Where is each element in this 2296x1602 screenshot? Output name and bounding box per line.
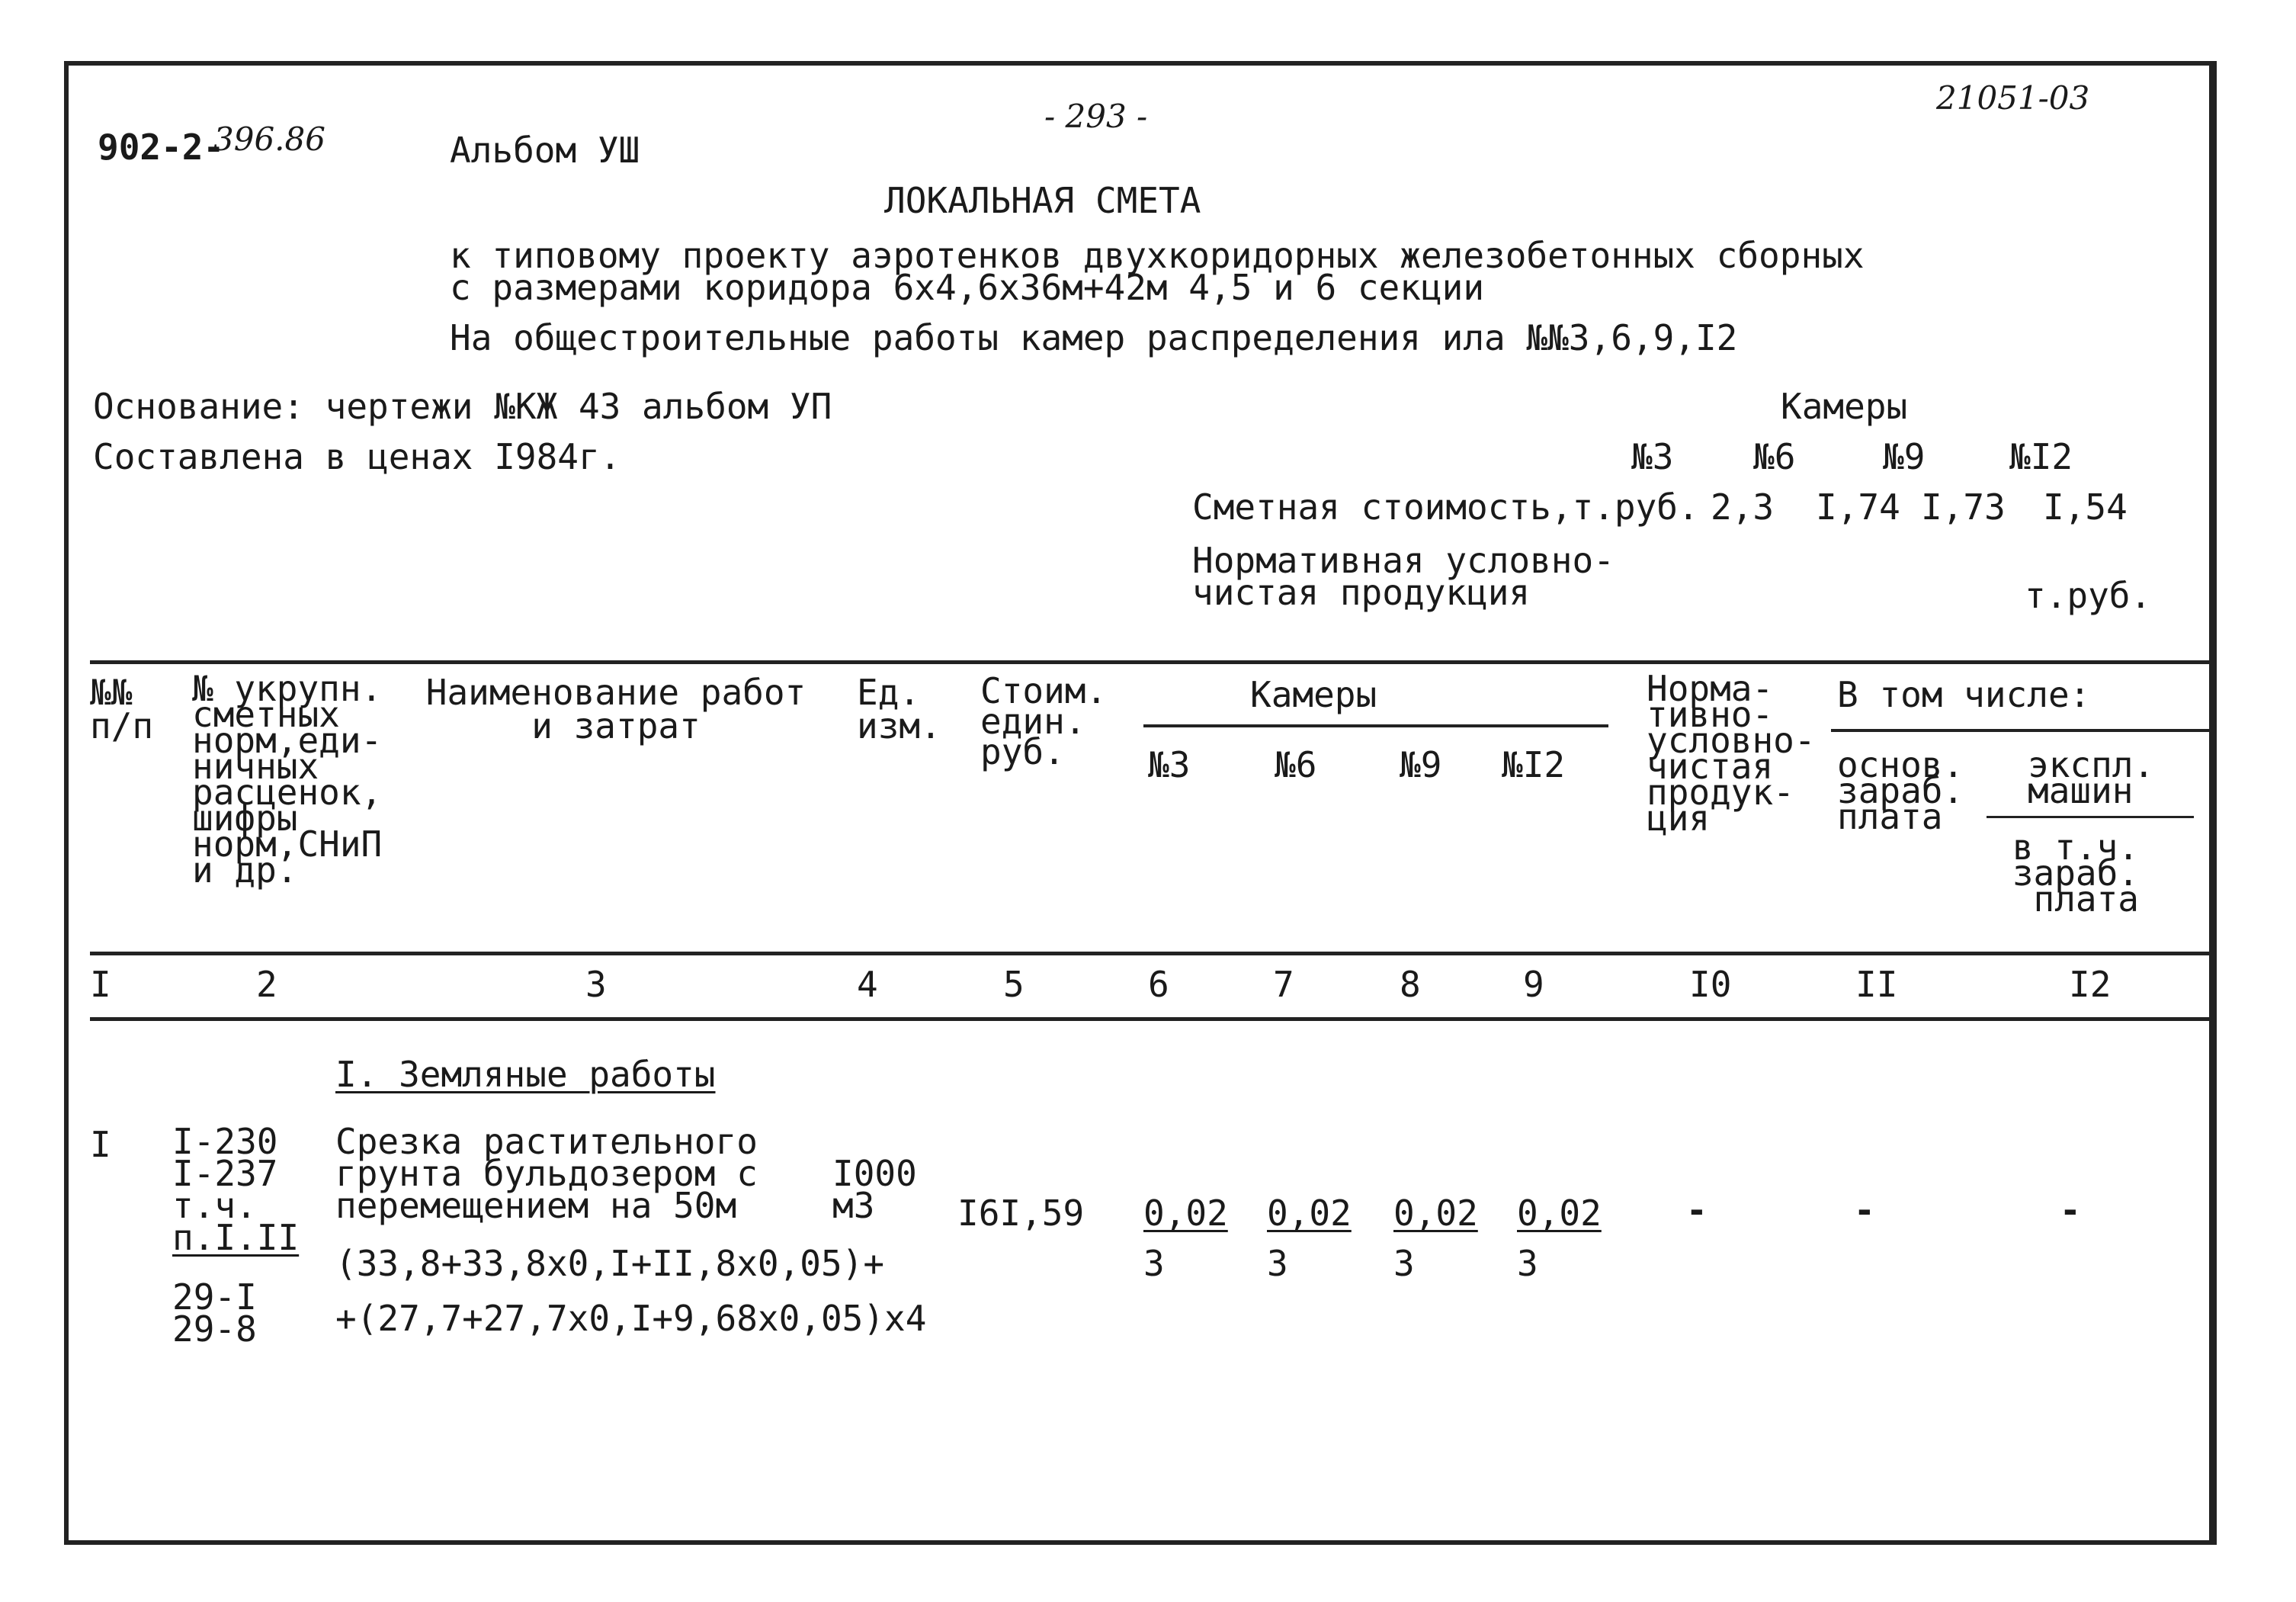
table-top-rule <box>90 660 2211 664</box>
norm-label-1: Нормативная условно- <box>1192 540 1615 581</box>
header-machines-wage: в т.ч. зараб. плата <box>2012 827 2139 920</box>
row-code-3: т.ч. <box>172 1185 257 1226</box>
chambers-label: Камеры <box>1781 386 1908 427</box>
colnum-11: II <box>1855 964 1898 1005</box>
incl-rule <box>1831 729 2211 732</box>
row-ch9-bot: 3 <box>1393 1243 1415 1284</box>
project-code-handwritten: 396.86 <box>213 120 325 158</box>
row-formula-1: (33,8+33,8х0,I+II,8х0,05)+ <box>335 1243 885 1284</box>
row-code-5: 29-I <box>172 1276 257 1318</box>
cost-label: Сметная стоимость,т.руб. <box>1192 486 1699 528</box>
colnum-5: 5 <box>1003 964 1025 1005</box>
row-ch3-bot: 3 <box>1143 1243 1165 1284</box>
colnum-8: 8 <box>1400 964 1421 1005</box>
header-ch3: №3 <box>1148 744 1191 785</box>
subtitle-line-1: к типовому проекту аэротенков двухкоридорных железобетонных сборных <box>450 235 1865 276</box>
basis-text: Основание: чертежи №КЖ 43 альбом УП <box>93 386 832 427</box>
cost-value-12: I,54 <box>2043 486 2128 528</box>
header-chambers: Камеры <box>1250 674 1377 715</box>
row-name-3: перемещением на 50м <box>335 1185 737 1226</box>
section-title: I. Земляные работы <box>335 1054 716 1095</box>
header-wage: основ. зараб. плата <box>1837 744 1964 837</box>
header-ch12: №I2 <box>1502 744 1566 785</box>
header-num: №№ п/п <box>90 672 154 746</box>
row-ch6-top: 0,02 <box>1267 1193 1352 1234</box>
cost-value-6: I,74 <box>1816 486 1900 528</box>
subtitle-line-2: с размерами коридора 6х4,6х36м+42м 4,5 и 6 секции <box>450 267 1485 308</box>
row-code-6: 29-8 <box>172 1308 257 1350</box>
album-label: Альбом УШ <box>450 130 640 171</box>
colnum-10: I0 <box>1689 964 1732 1005</box>
subtitle-line-3: На общестроительные работы камер распределения ила №№3,6,9,I2 <box>450 317 1738 358</box>
chamber-id-9: №9 <box>1883 436 1926 477</box>
row-ch12-top: 0,02 <box>1517 1193 1602 1234</box>
row-norm: - <box>1686 1189 1708 1231</box>
norm-unit: т.руб. <box>2025 575 2152 616</box>
header-incl: В том числе: <box>1837 674 2091 715</box>
row-name-2: грунта бульдозером с <box>335 1153 758 1194</box>
header-norm: Норма- тивно- условно- чистая продук- ция <box>1647 668 1816 839</box>
colnum-12: I2 <box>2069 964 2112 1005</box>
row-code-2: I-237 <box>172 1153 278 1194</box>
colnum-9: 9 <box>1523 964 1544 1005</box>
chamber-id-3: №3 <box>1631 436 1674 477</box>
row-ch9-top: 0,02 <box>1393 1193 1478 1234</box>
page-number: - 293 - <box>1044 98 1148 135</box>
chamber-id-6: №6 <box>1753 436 1796 477</box>
row-ch12-bot: 3 <box>1517 1243 1538 1284</box>
colnum-3: 3 <box>585 964 607 1005</box>
row-formula-2: +(27,7+27,7х0,I+9,68х0,05)х4 <box>335 1298 927 1339</box>
header-ch9: №9 <box>1400 744 1442 785</box>
row-ch6-bot: 3 <box>1267 1243 1288 1284</box>
row-unit-1: I000 <box>832 1153 917 1194</box>
colnum-2: 2 <box>256 964 277 1005</box>
header-bottom-rule <box>90 952 2211 955</box>
header-ch6: №6 <box>1275 744 1317 785</box>
header-machines: экспл. машин <box>2028 744 2155 811</box>
colnum-4: 4 <box>857 964 878 1005</box>
numbers-bottom-rule <box>90 1017 2211 1021</box>
header-codes: № укрупн. сметных норм,еди- ничных расценок, шифры норм,СНиП и др. <box>192 668 383 891</box>
colnum-7: 7 <box>1273 964 1294 1005</box>
colnum-1: I <box>90 964 111 1005</box>
row-price: I6I,59 <box>957 1193 1085 1234</box>
header-unit: Ед. изм. <box>857 672 941 746</box>
row-name-1: Срезка растительного <box>335 1121 758 1162</box>
cost-value-3: 2,3 <box>1711 486 1775 528</box>
row-number: I <box>90 1124 111 1165</box>
row-code-4: п.I.II <box>172 1217 300 1258</box>
chamber-id-12: №I2 <box>2009 436 2073 477</box>
norm-label-2: чистая продукция <box>1192 572 1531 613</box>
colnum-6: 6 <box>1148 964 1169 1005</box>
row-unit-2: м3 <box>832 1185 875 1226</box>
prices-text: Составлена в ценах I984г. <box>93 436 621 477</box>
chambers-rule <box>1143 724 1608 727</box>
row-ch3-top: 0,02 <box>1143 1193 1228 1234</box>
header-price: Стоим. един. руб. <box>980 670 1108 772</box>
machines-rule <box>1987 816 2194 818</box>
doc-number: 21051-03 <box>1936 79 2090 117</box>
project-code: 902-2- <box>98 127 225 168</box>
row-machines: - <box>2060 1189 2081 1231</box>
document-title: ЛОКАЛЬНАЯ СМЕТА <box>884 180 1201 221</box>
cost-value-9: I,73 <box>1921 486 2006 528</box>
row-wage: - <box>1854 1189 1875 1231</box>
row-code-1: I-230 <box>172 1121 278 1162</box>
header-name: Наименование работ и затрат <box>425 672 806 746</box>
